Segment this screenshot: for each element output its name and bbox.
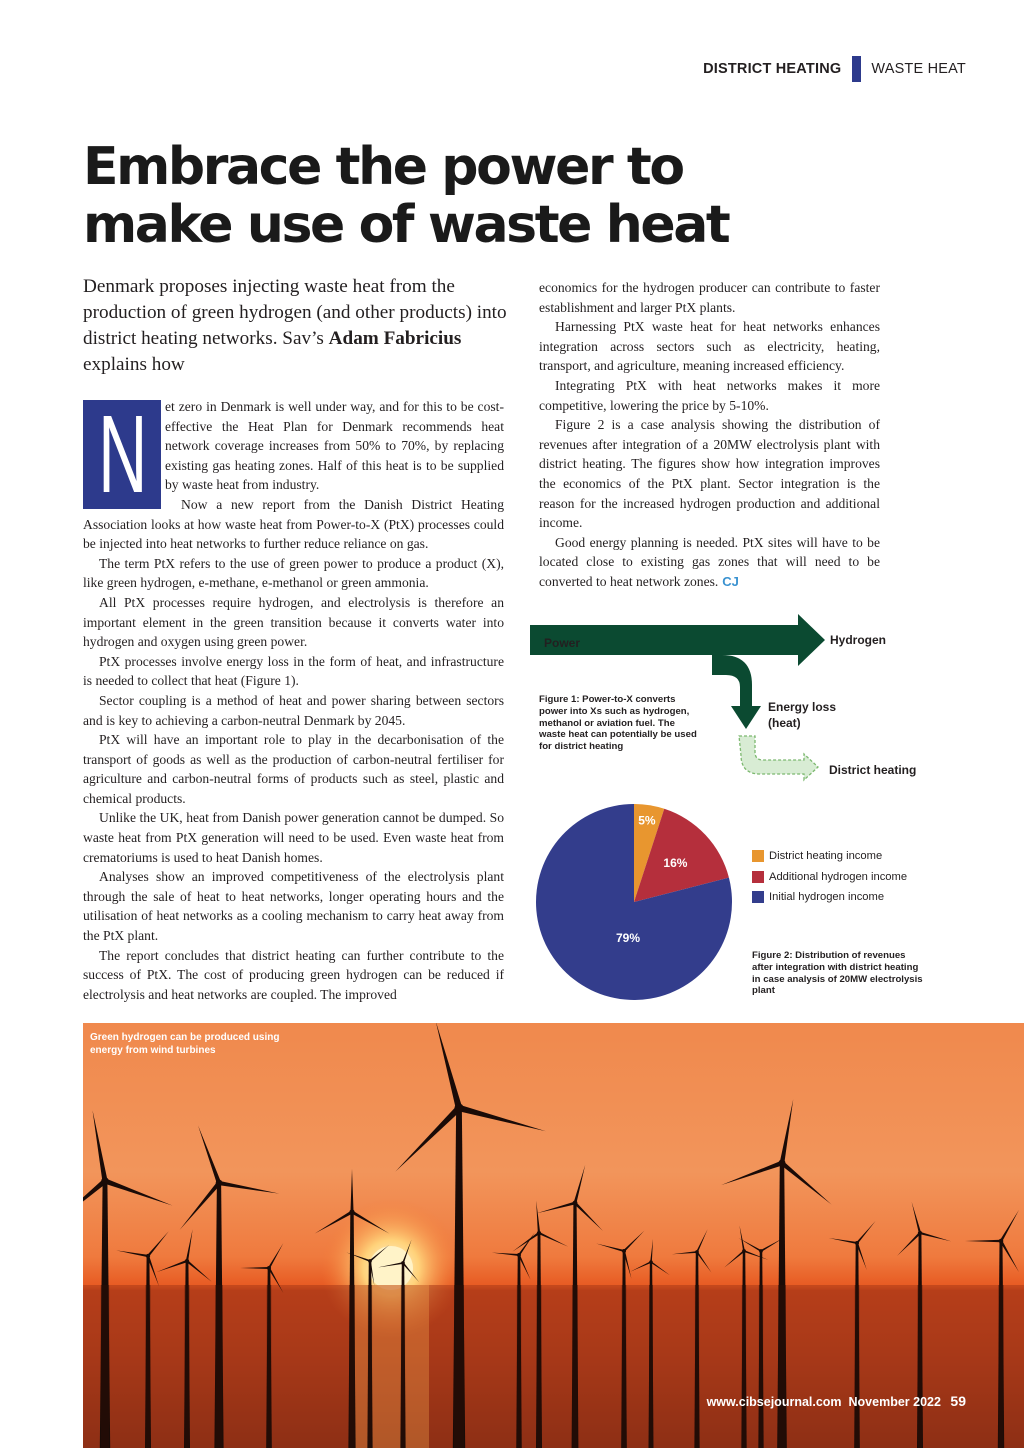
turbine-hub [999, 1239, 1004, 1244]
turbine-hub [855, 1241, 859, 1245]
footer-date: November 2022 [848, 1395, 941, 1409]
district-heating-arrow [739, 736, 818, 780]
legend-item [752, 867, 907, 888]
legend-item [752, 887, 907, 908]
article-column-left [83, 393, 504, 1004]
turbine-reflection [454, 1285, 464, 1448]
figure-1-caption: Figure 1: Power-to-X converts power into Xs such as hydrogen, methanol or aviation fuel. The waste heat can potentially be used for district heating [539, 694, 697, 753]
turbine-reflection [185, 1285, 190, 1448]
turbine-reflection [401, 1285, 405, 1448]
turbine-reflection [742, 1285, 746, 1448]
headline-line-1: Embrace the power to [83, 137, 683, 197]
article-paragraph: PtX will have an important role to play in the decarbonisation of the transport of goods as well as the production of carbon-neutral fertiliser for agriculture and carbon-neutral forms of products such as steel, plastic and chemical products. [83, 732, 504, 806]
legend-label: Initial hydrogen income [769, 891, 885, 904]
headline [83, 138, 843, 254]
energy-loss-label: Energy loss (heat) [768, 700, 837, 730]
turbine-reflection [695, 1285, 699, 1448]
wind-turbine-photo [83, 1023, 1024, 1448]
turbine-hub [146, 1254, 150, 1258]
turbine-reflection [101, 1285, 109, 1448]
turbine-reflection [517, 1285, 521, 1448]
article-paragraph [539, 533, 880, 592]
article-paragraph: economics for the hydrogen producer can contribute to faster establishment and larger PtX plants. [539, 280, 880, 315]
section-tag [703, 56, 966, 82]
energy-loss-arrow [712, 655, 761, 729]
article-column-right [539, 278, 880, 592]
legend-label: Additional hydrogen income [769, 870, 908, 883]
legend-swatch [752, 891, 764, 903]
article-paragraph: Figure 2 is a case analysis showing the distribution of revenues after integration of a 20MW electrolysis plant with district heating. The figures show how integration improves the economics of the PtX plant. Sector integration is the reason for the increased hydrogen production and additional income. [539, 417, 880, 531]
turbine-hub [216, 1180, 223, 1187]
turbine-reflection [998, 1285, 1003, 1448]
revenue-pie-chart [532, 800, 737, 1005]
turbine-hub [349, 1209, 354, 1214]
author-name: Adam Fabricius [328, 328, 462, 349]
photo-caption: Green hydrogen can be produced using energy from wind turbines [90, 1032, 280, 1056]
turbine-reflection [368, 1285, 372, 1448]
turbine-reflection [572, 1285, 577, 1448]
turbine-reflection [146, 1285, 151, 1448]
article-paragraph: et zero in Denmark is well under way, and for this to be cost-effective the Heat Plan for Denmark recommends heat network coverage increases from 50% to 70%, by replacing existing gas heating zones. Half of this heat is to be supplied by waste heat from industry. [165, 399, 504, 493]
pie-data-label: 5% [638, 813, 656, 828]
turbine-hub [622, 1249, 626, 1253]
legend-swatch [752, 871, 764, 883]
pie-legend [752, 846, 907, 908]
turbine-hub [573, 1201, 578, 1206]
figure-2-caption: Figure 2: Distribution of revenues after integration with district heating in case analysis of 20MW electrolysis plant [752, 950, 923, 997]
section-subcategory: WASTE HEAT [871, 61, 966, 77]
article-paragraph: Harnessing PtX waste heat for heat networks enhances integration across sectors such as electricity, heating, transport, and agriculture, meaning increased efficiency. [539, 319, 880, 374]
turbine-hub [517, 1253, 521, 1257]
turbine-reflection [349, 1285, 355, 1448]
turbine-hub [759, 1249, 763, 1253]
turbine-hub [267, 1266, 271, 1270]
turbine-reflection [215, 1285, 222, 1448]
legend-swatch [752, 850, 764, 862]
headline-line-2: make use of waste heat [83, 195, 729, 255]
standfirst-end: explains how [83, 354, 185, 375]
turbine-reflection [649, 1285, 653, 1448]
sign-off: CJ [722, 573, 739, 589]
turbine-hub [101, 1177, 109, 1185]
article-paragraph: PtX processes involve energy loss in the form of heat, and infrastructure is needed to collect that heat (Figure 1). [83, 653, 504, 689]
footer-website: www.cibsejournal.com [706, 1395, 842, 1409]
standfirst-text: Denmark proposes injecting waste heat from the production of green hydrogen (and other products) into district heating networks. Sav’s [83, 276, 507, 349]
article-paragraph: Now a new report from the Danish District Heating Association looks at how waste heat from Power-to-X (PtX) processes could be injected into heat networks to further reduce reliance on gas. [83, 496, 504, 552]
turbine-hub [401, 1261, 405, 1265]
turbine-hub [779, 1160, 786, 1167]
article-paragraph: Sector coupling is a method of heat and power sharing between sectors and is key to achieving a carbon-neutral Denmark by 2045. [83, 692, 504, 728]
drop-cap: N [83, 400, 161, 509]
turbine-hub [649, 1260, 653, 1264]
closing-paragraph-text: Good energy planning is needed. PtX sites will have to be located close to existing gas zones that will need to be converted to heat network zones. [539, 534, 880, 589]
turbine-hub [742, 1249, 746, 1253]
article-paragraph: Integrating PtX with heat networks makes it more competitive, lowering the price by 5-10%. [539, 377, 880, 413]
turbine-hub [368, 1259, 372, 1263]
turbine-reflection [759, 1285, 763, 1448]
page-number: 59 [950, 1393, 966, 1409]
standfirst [83, 274, 513, 378]
turbine-hub [185, 1259, 189, 1263]
turbine-hub [918, 1231, 922, 1235]
article-paragraph: The report concludes that district heating can further contribute to the success of PtX. The cost of producing green hydrogen can be reduced if electrolysis and heat networks are coupled. The improved [83, 947, 504, 1002]
turbine-reflection [267, 1285, 271, 1448]
legend-label: District heating income [769, 850, 883, 863]
section-divider [852, 56, 861, 82]
turbine-reflection [918, 1285, 923, 1448]
article-paragraph: Analyses show an improved competitiveness of the electrolysis plant through the sale of heat to heat networks, longer operating hours and the utilisation of heat networks as a cooling mechanism to carry heat away from the PtX plant. [83, 869, 504, 944]
sunset-wind-farm-image [83, 1023, 1024, 1448]
article-paragraph: The term PtX refers to the use of green power to produce a product (X), like green hydrogen, e-methane, e-methanol or green ammonia. [83, 555, 504, 591]
pie-data-label: 79% [615, 931, 641, 945]
pie-data-label: 16% [663, 856, 688, 871]
page-footer [707, 1393, 966, 1409]
hydrogen-label: Hydrogen [830, 633, 887, 647]
power-label: Power [544, 636, 581, 650]
section-category: DISTRICT HEATING [703, 61, 842, 77]
turbine-reflection [778, 1285, 786, 1448]
turbine-hub [537, 1231, 541, 1235]
turbine-reflection [622, 1285, 626, 1448]
district-heating-label: District heating [829, 763, 917, 777]
legend-item [752, 846, 907, 867]
turbine-reflection [855, 1285, 859, 1448]
article-paragraph: Unlike the UK, heat from Danish power generation cannot be dumped. So waste heat from PtX generation will need to be used. Even waste heat from crematoriums is used to heat Danish homes. [83, 810, 504, 865]
turbine-hub [454, 1103, 463, 1112]
turbine-hub [695, 1250, 699, 1254]
article-paragraph: All PtX processes require hydrogen, and electrolysis is therefore an important element in the green transition because it converts water into hydrogen and oxygen using green power. [83, 594, 504, 650]
turbine-reflection [537, 1285, 542, 1448]
